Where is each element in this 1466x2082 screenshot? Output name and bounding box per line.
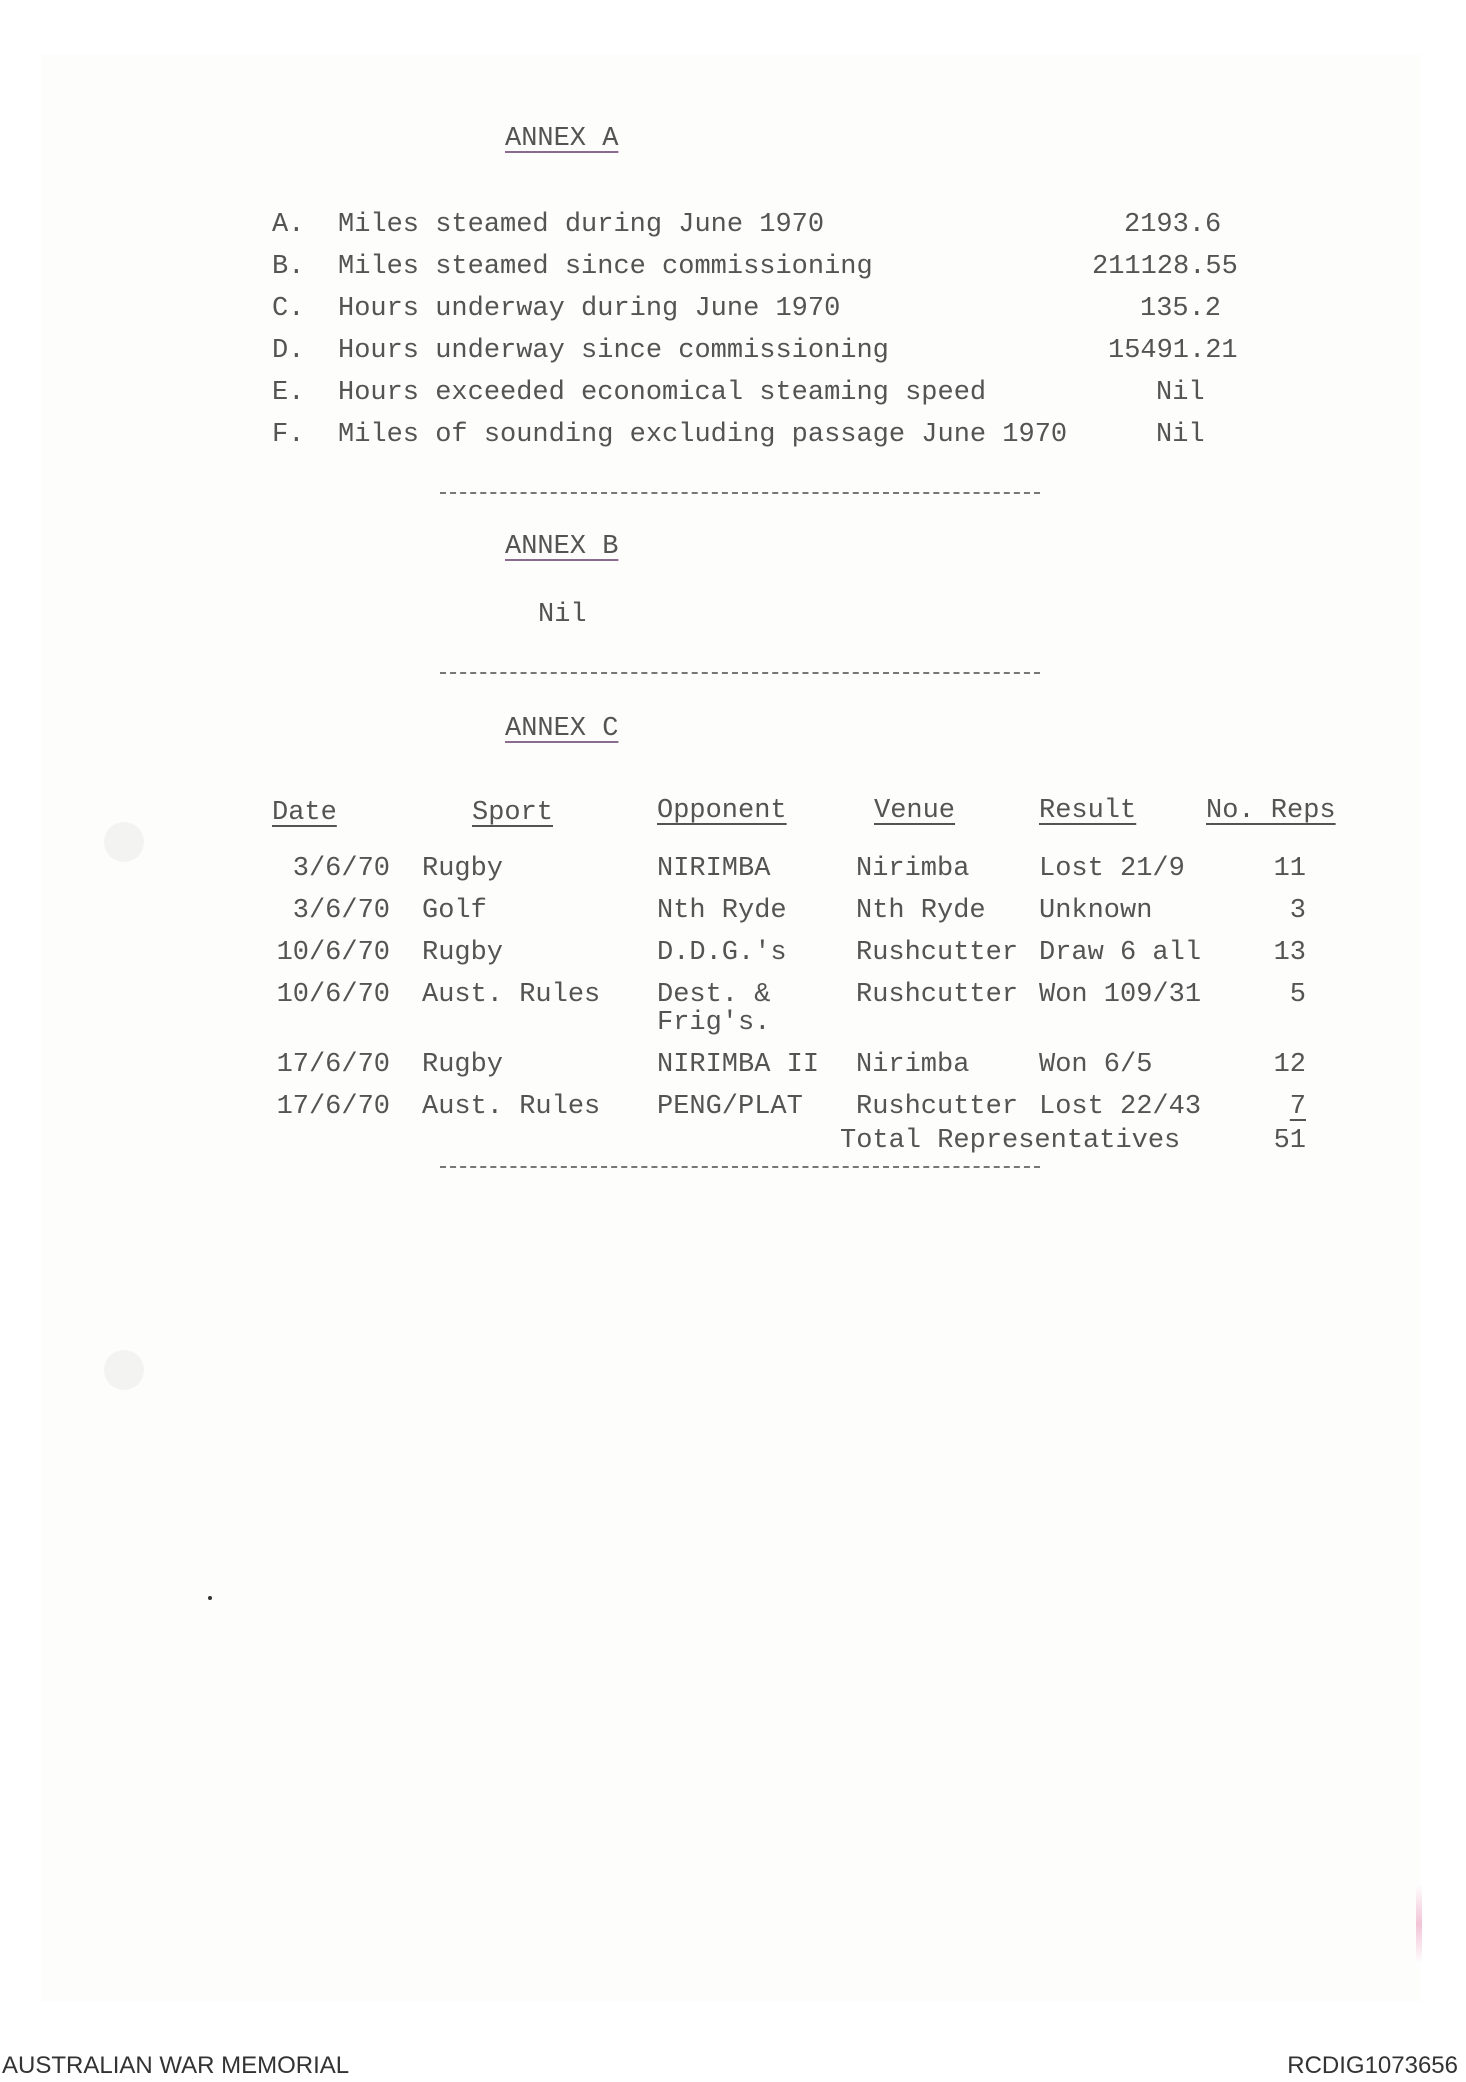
cell-date: 3/6/70 xyxy=(292,854,390,884)
cell-date: 3/6/70 xyxy=(292,896,390,926)
cell-venue: Nirimba xyxy=(856,1050,970,1080)
item-label: Miles steamed since commissioning xyxy=(338,252,873,282)
cell-date: 10/6/70 xyxy=(276,980,390,1010)
header-result: Result xyxy=(1039,796,1137,826)
cell-opponent: NIRIMBA xyxy=(657,854,771,884)
cell-sport: Rugby xyxy=(422,854,504,884)
section-divider xyxy=(440,1166,1040,1168)
item-value: 2193.6 xyxy=(1124,210,1222,240)
total-value: 51 xyxy=(1273,1126,1306,1156)
item-value: 135.2 xyxy=(1140,294,1222,324)
cell-reps: 12 xyxy=(1273,1050,1306,1080)
item-value: Nil xyxy=(1156,420,1205,450)
item-letter: F. xyxy=(272,420,305,450)
item-label: Miles steamed during June 1970 xyxy=(338,210,825,240)
cell-opponent: D.D.G.'s xyxy=(657,938,787,968)
archive-id: RCDIG1073656 xyxy=(1287,2052,1458,2079)
cell-reps: 11 xyxy=(1273,854,1306,884)
cell-reps: 13 xyxy=(1273,938,1306,968)
cell-reps: 3 xyxy=(1289,896,1306,926)
annex-b-heading: ANNEX B xyxy=(505,532,619,562)
annex-c-heading: ANNEX C xyxy=(505,714,619,744)
cell-venue: Nth Ryde xyxy=(856,896,986,926)
edge-stain xyxy=(1416,1884,1422,1964)
cell-sport: Aust. Rules xyxy=(422,1092,601,1122)
header-opponent: Opponent xyxy=(657,796,787,826)
cell-result: Lost 21/9 xyxy=(1039,854,1185,884)
item-value: 211128.55 xyxy=(1092,252,1238,282)
cell-opponent: Nth Ryde xyxy=(657,896,787,926)
cell-venue: Rushcutter xyxy=(856,980,1019,1010)
item-label: Miles of sounding excluding passage June 1970 xyxy=(338,420,1068,450)
cell-venue: Rushcutter xyxy=(856,938,1019,968)
annex-b-body: Nil xyxy=(538,600,587,630)
item-letter: A. xyxy=(272,210,305,240)
cell-reps: 7 xyxy=(1289,1092,1306,1122)
item-value: 15491.21 xyxy=(1108,336,1238,366)
annex-a-heading: ANNEX A xyxy=(505,124,619,154)
item-label: Hours underway since commissioning xyxy=(338,336,889,366)
archive-credit: AUSTRALIAN WAR MEMORIAL xyxy=(2,2052,350,2079)
cell-date: 17/6/70 xyxy=(276,1092,390,1122)
item-value: Nil xyxy=(1156,378,1205,408)
header-venue: Venue xyxy=(874,796,956,826)
item-letter: B. xyxy=(272,252,305,282)
cell-opponent: PENG/PLAT xyxy=(657,1092,803,1122)
cell-sport: Rugby xyxy=(422,1050,504,1080)
cell-date: 10/6/70 xyxy=(276,938,390,968)
cell-result: Unknown xyxy=(1039,896,1153,926)
cell-opponent: NIRIMBA II xyxy=(657,1050,820,1080)
cell-sport: Golf xyxy=(422,896,487,926)
cell-venue: Rushcutter xyxy=(856,1092,1019,1122)
punch-hole xyxy=(104,1350,144,1390)
cell-result: Won 109/31 xyxy=(1039,980,1202,1010)
item-label: Hours underway during June 1970 xyxy=(338,294,841,324)
item-label: Hours exceeded economical steaming speed xyxy=(338,378,987,408)
header-sport: Sport xyxy=(472,798,554,828)
cell-sport: Rugby xyxy=(422,938,504,968)
cell-sport: Aust. Rules xyxy=(422,980,601,1010)
item-letter: E. xyxy=(272,378,305,408)
cell-opponent-line2: Frig's. xyxy=(657,1008,771,1038)
cell-date: 17/6/70 xyxy=(276,1050,390,1080)
cell-result: Won 6/5 xyxy=(1039,1050,1153,1080)
item-letter: D. xyxy=(272,336,305,366)
cell-result: Lost 22/43 xyxy=(1039,1092,1202,1122)
ink-speck xyxy=(208,1596,212,1600)
header-reps: No. Reps xyxy=(1206,796,1336,826)
section-divider xyxy=(440,672,1040,674)
section-divider xyxy=(440,492,1040,494)
total-label: Total Representatives xyxy=(840,1126,1181,1156)
cell-result: Draw 6 all xyxy=(1039,938,1202,968)
item-letter: C. xyxy=(272,294,305,324)
cell-reps: 5 xyxy=(1289,980,1306,1010)
cell-venue: Nirimba xyxy=(856,854,970,884)
punch-hole xyxy=(104,822,144,862)
header-date: Date xyxy=(272,798,337,828)
cell-opponent: Dest. & xyxy=(657,980,771,1010)
